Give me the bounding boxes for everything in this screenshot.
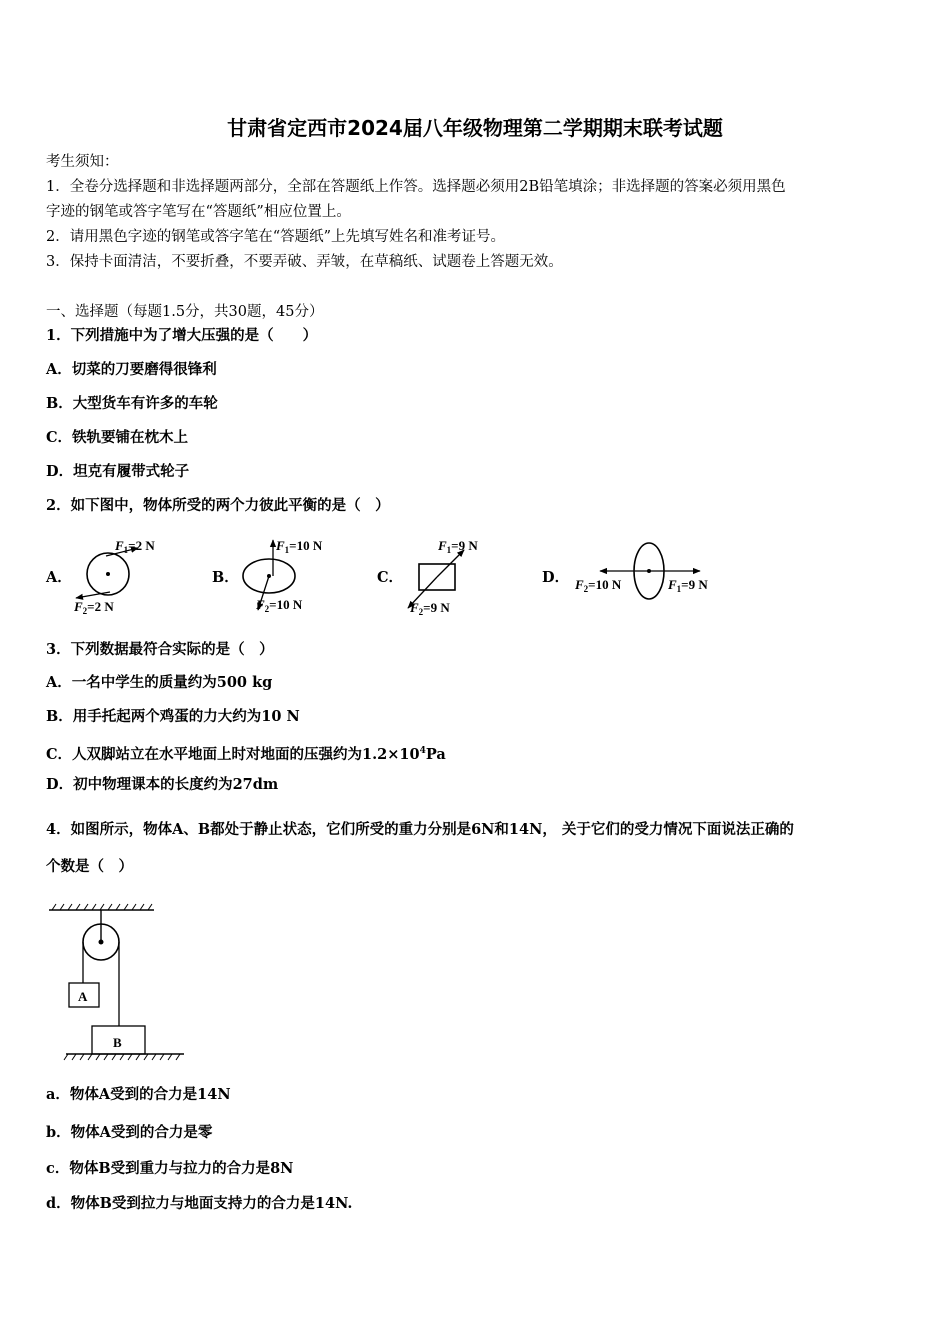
q1-option-d: D．坦克有履带式轮子 [46, 463, 190, 480]
q4-option-b: b．物体A受到的合力是零 [46, 1124, 213, 1141]
q2-label-a: A． [46, 569, 72, 586]
q4-stem-line-2: 个数是（ ） [46, 858, 133, 875]
block-b-label: B [113, 1035, 122, 1050]
q2-figure-c [402, 534, 512, 619]
notice-line-1-cont: 字迹的钢笔或答字笔写在“答题纸”相应位置上。 [46, 204, 351, 220]
fig-b-f1-label: $F_1=10$ N [276, 538, 323, 555]
block-a-label: A [78, 989, 88, 1004]
fig-c-f2-label: $F_2=9$ N [410, 600, 450, 617]
q2-stem: 2．如下图中，物体所受的两个力彼此平衡的是（ ） [46, 497, 390, 514]
q2-figure-b [236, 534, 336, 619]
q3-option-b: B．用手托起两个鸡蛋的力大约为10 N [46, 708, 300, 725]
q3-option-d: D．初中物理课本的长度约为27dm [46, 776, 279, 793]
q2-label-b: B． [212, 569, 239, 586]
q3-stem: 3．下列数据最符合实际的是（ ） [46, 641, 274, 658]
q3-option-c: C．人双脚站立在水平地面上时对地面的压强约为$1.2\times 10^4Pa$ [46, 745, 446, 763]
fig-b-f2-label: $F_2=10$ N [256, 597, 303, 614]
fig-c-f1-label: $F_1=9$ N [438, 538, 478, 555]
notice-line-1: 1．全卷分选择题和非选择题两部分，全部在答题纸上作答。选择题必须用2B铅笔填涂；非选择题的答案必须用黑色 [46, 179, 786, 195]
page-title: 甘肃省定西市2024届八年级物理第二学期期末联考试题 [227, 116, 723, 140]
q4-option-c: c．物体B受到重力与拉力的合力是8N [46, 1160, 294, 1177]
section-heading: 一、选择题（每题1.5分，共30题，45分） [46, 304, 324, 320]
q2-label-d: D． [542, 569, 570, 586]
notice-header: 考生须知： [46, 154, 119, 170]
q4-option-d: d．物体B受到拉力与地面支持力的合力是14N. [46, 1195, 353, 1212]
notice-line-3: 3．保持卡面清洁，不要折叠，不要弄破、弄皱，在草稿纸、试题卷上答题无效。 [46, 254, 563, 270]
q2-figure-a [70, 534, 170, 619]
q4-stem-line-1: 4．如图所示，物体A、B都处于静止状态，它们所受的重力分别是6N和14N， 关于它们的受力情况下面说法正确的 [46, 821, 794, 838]
fig-d-f2-label: $F_2=10$ N [575, 577, 622, 594]
q1-option-c: C．铁轨要铺在枕木上 [46, 429, 189, 446]
notice-line-2: 2．请用黑色字迹的钢笔或答字笔在“答题纸”上先填写姓名和准考证号。 [46, 229, 506, 245]
fig-d-f1-label: $F_1=9$ N [668, 577, 708, 594]
q3-option-a: A．一名中学生的质量约为500 kg [46, 674, 273, 691]
q4-pulley-figure [44, 900, 194, 1065]
q1-stem: 1．下列措施中为了增大压强的是（ ） [46, 327, 318, 344]
q1-option-a: A．切菜的刀要磨得很锋利 [46, 361, 217, 378]
q4-option-a: a．物体A受到的合力是14N [46, 1086, 231, 1103]
q1-option-b: B．大型货车有许多的车轮 [46, 395, 218, 412]
fig-a-f2-label: $F_2=2$ N [74, 599, 114, 616]
q2-figure-d [572, 536, 722, 606]
q2-label-c: C． [377, 569, 404, 586]
fig-a-f1-label: $F_1=2$ N [115, 538, 155, 555]
